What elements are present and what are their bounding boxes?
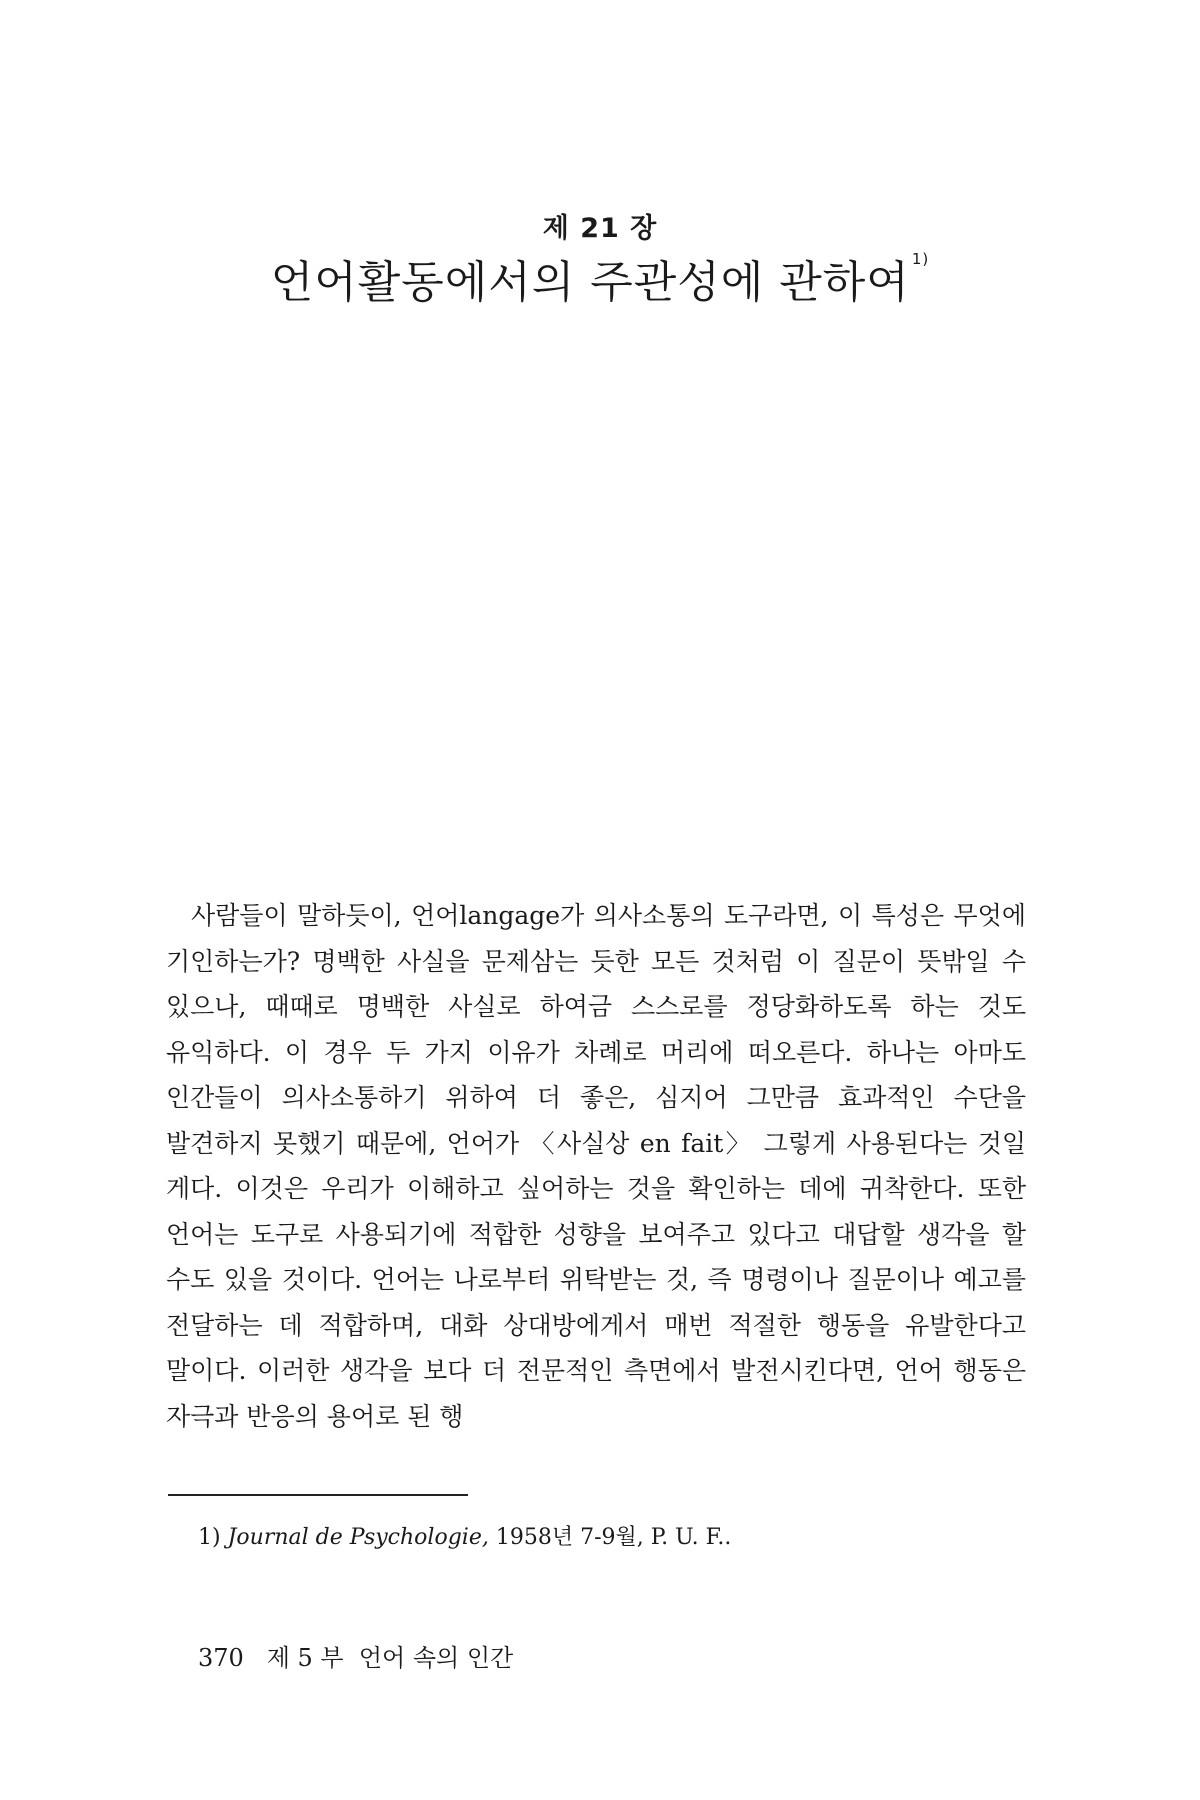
body-paragraph: 사람들이 말하듯이, 언어langage가 의사소통의 도구라면, 이 특성은 무엇에 기인하는가? 명백한 사실을 문제삼는 듯한 모든 것처럼 이 질문이 뜻밖일 수 있으나, 때때로 명백한 사실로 하여금 스스로를 정당화하도록 하는 것도 유익하다. 이 경우 두 가지 이유가 차례로 머리에 떠오른다. 하나는 아마도 인간들이 의사소통하기 위하여 더 좋은, 심지어 그만큼 효과적인 수단을 발견하지 못했기 때문에, 언어가 〈사실상 en fait〉 그렇게 사용된다는 것일 게다. 이것은 우리가 이해하고 싶어하는 것을 확인하는 데에 귀착한다. 또한 언어는 도구로 사용되기에 적합한 성향을 보여주고 있다고 대답할 생각을 할 수도 있을 것이다. 언어는 나로부터 위탁받는 것, 즉 명령이나 질문이나 예고를 전달하는 데 적합하며, 대화 상대방에게서 매번 적절한 행동을 유발한다고 말이다. 이러한 생각을 보다 더 전문적인 측면에서 발전시킨다면, 언어 행동은 자극과 반응의 용어로 된 행 [166,901,1026,1431]
footnote-number: 1) [198,1525,221,1550]
footnote-divider [168,1494,468,1496]
chapter-title-block [0,246,1200,310]
footnote [198,1520,731,1551]
chapter-number: 제 21 장 [542,213,658,244]
footnote-journal: Journal de Psychologie, [227,1525,489,1550]
part-label: 제 5 부 [266,1644,344,1672]
footnote-reference: 1) [911,250,930,268]
part-title: 언어 속의 인간 [358,1644,514,1672]
page-number: 370 [198,1644,244,1672]
footnote-details: 1958년 7-9월, P. U. F.. [495,1525,732,1550]
chapter-title: 언어활동에서의 주관성에 관하여 [270,257,910,308]
page-footer [198,1638,513,1673]
